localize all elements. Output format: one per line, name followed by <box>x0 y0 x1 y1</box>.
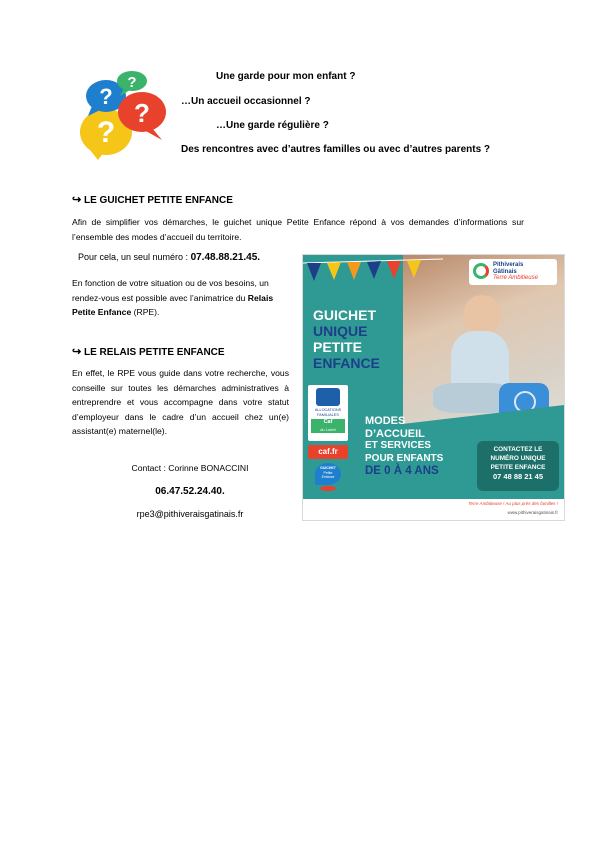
question-bubbles-illustration <box>78 70 170 162</box>
guichet-logo-text-2: Petite <box>323 470 333 475</box>
rdv-suffix: (RPE). <box>131 307 160 317</box>
poster-title <box>313 307 380 371</box>
svg-text:?: ? <box>96 116 116 149</box>
poster-title-1: GUICHET <box>313 307 376 323</box>
caf-text-3: Caf <box>323 419 333 425</box>
relais-text: En effet, le RPE vous guide dans votre recherche, vous conseille sur toutes les démarches administratives à entreprendre et vous accompagne dans votre statut d’employeur dans le cadre d’un accueil chez un(e) assistant(e) maternel(le). <box>72 368 289 436</box>
caf-emblem-icon <box>316 388 340 406</box>
svg-text:?: ? <box>127 74 137 91</box>
guichet-logo-text-1: GUICHET <box>320 466 336 470</box>
poster-title-3: PETITE <box>313 339 363 355</box>
pin-base-icon <box>320 486 336 491</box>
rdv-bold: Relais Petite Enfance <box>72 292 274 317</box>
guichet-phone-prefix: Pour cela, un seul numéro : <box>78 252 191 262</box>
caf-text-4: du Loiret <box>320 427 336 432</box>
rdv-text: En fonction de votre situation ou de vos besoins, un rendez-vous est possible avec l’animatrice du <box>72 278 269 303</box>
contact-2: NUMÉRO UNIQUE <box>490 455 546 462</box>
poster-contact-box <box>477 441 559 491</box>
guichet-heading-text: LE GUICHET PETITE ENFANCE <box>84 195 233 206</box>
svg-text:?: ? <box>99 84 113 109</box>
guichet-phone[interactable]: 07.48.88.21.45. <box>190 252 261 263</box>
modes-4: POUR ENFANTS <box>365 452 444 464</box>
guichet-phone-line <box>78 252 260 263</box>
guichet-intro: Afin de simplifier vos démarches, le guichet unique Petite Enfance répond à vos demandes d’informations sur l’ensemble des modes d’accueil du territoire. <box>72 217 524 242</box>
logo-circle-icon <box>473 263 489 279</box>
relais-phone[interactable]: 06.47.52.24.40. <box>155 486 225 497</box>
caf-logo <box>308 385 348 441</box>
guichet-rdv <box>72 276 294 320</box>
modes-3: ET SERVICES <box>365 440 431 451</box>
guichet-logo <box>313 463 343 493</box>
poster-title-2: UNIQUE <box>313 323 368 339</box>
contact-1: CONTACTEZ LE <box>493 446 543 453</box>
caf-text-1: ALLOCATIONS <box>314 408 342 412</box>
poster-footer <box>303 499 564 520</box>
guichet-heading <box>72 193 233 206</box>
bunting-flags-icon <box>303 255 443 291</box>
relais-heading <box>72 345 225 358</box>
pithiverais-logo <box>469 259 557 285</box>
question-2: …Un accueil occasionnel ? <box>181 96 311 107</box>
guichet-poster <box>302 254 565 521</box>
relais-contact: Contact : Corinne BONACCINI <box>131 463 249 473</box>
logo-text-1: Pithiverais <box>493 262 524 268</box>
question-3: …Une garde régulière ? <box>216 120 329 131</box>
relais-email[interactable]: rpe3@pithiveraisgatinais.fr <box>136 509 244 519</box>
modes-1: MODES <box>365 415 406 427</box>
caf-text-2: FAMILIALES <box>317 412 339 417</box>
caf-fr-logo: caf.fr <box>308 445 348 459</box>
logo-text-3: Terre Ambitieuse <box>493 275 538 281</box>
modes-2: D’ACCUEIL <box>365 427 425 440</box>
question-1: Une garde pour mon enfant ? <box>216 71 356 82</box>
poster-modes <box>365 415 443 478</box>
question-4: Des rencontres avec d’autres familles ou avec d’autres parents ? <box>181 144 491 155</box>
contact-4: 07 48 88 21 45 <box>492 472 544 481</box>
contact-3: PETITE ENFANCE <box>490 464 546 471</box>
logo-text-2: Gâtinais <box>493 268 517 275</box>
poster-slogan: Terre Ambitieuse ! Au plus près des familles ! <box>468 501 558 506</box>
modes-5: DE 0 À 4 ANS <box>365 465 439 477</box>
guichet-logo-text-3: Enfance <box>321 475 335 479</box>
poster-site: www.pithiveraisgatinais.fr <box>507 510 558 515</box>
poster-title-4: ENFANCE <box>313 355 380 371</box>
arrow-icon: ↪ <box>72 194 82 206</box>
arrow-icon: ↪ <box>72 346 82 358</box>
relais-heading-text: LE RELAIS PETITE ENFANCE <box>84 347 225 358</box>
svg-text:?: ? <box>134 98 150 128</box>
